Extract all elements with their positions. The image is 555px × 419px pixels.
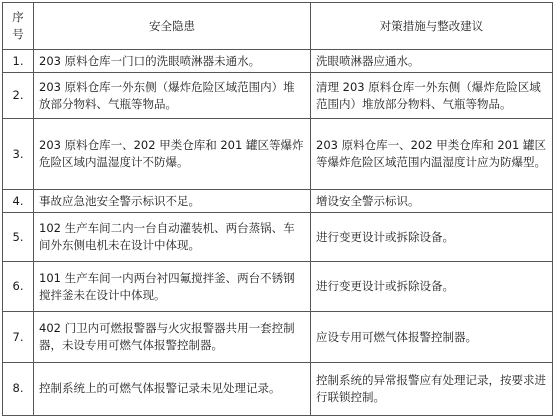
- row-measure: 增设安全警示标识。: [311, 189, 553, 212]
- row-measure: 控制系统的异常报警应有处理记录，按要求进行联锁控制。: [311, 362, 553, 415]
- row-hazard: 203 原料仓库一门口的洗眼喷淋器未通水。: [34, 50, 311, 73]
- row-measure: 203 原料仓库一、202 甲类仓库和 201 罐区等爆炸危险区域范围内温湿度计应为防爆型。: [311, 119, 553, 189]
- table-row: [3, 262, 553, 312]
- table-header-row: [3, 3, 553, 50]
- row-index: 7.: [3, 312, 34, 362]
- row-measure: 应设专用可燃气体报警控制器。: [311, 312, 553, 362]
- row-hazard: 102 生产车间二内一台自动灌装机、两台蒸锅、车间外东侧电机未在设计中体现。: [34, 213, 311, 262]
- row-index: 1.: [3, 50, 34, 73]
- table-row: [3, 312, 553, 362]
- table-row: [3, 213, 553, 262]
- table-row: [3, 73, 553, 119]
- hazard-table-container: [2, 2, 552, 416]
- table-row: [3, 50, 553, 73]
- table-row: [3, 362, 553, 415]
- header-hazard: 安全隐患: [34, 3, 311, 50]
- row-index: 5.: [3, 213, 34, 262]
- row-index: 3.: [3, 119, 34, 189]
- row-hazard: 203 原料仓库一、202 甲类仓库和 201 罐区等爆炸危险区域内温湿度计不防爆。: [34, 119, 311, 189]
- row-hazard: 控制系统上的可燃气体报警记录未见处理记录。: [34, 362, 311, 415]
- row-index: 4.: [3, 189, 34, 212]
- table-row: [3, 119, 553, 189]
- row-index: 6.: [3, 262, 34, 312]
- row-measure: 洗眼喷淋器应通水。: [311, 50, 553, 73]
- header-index: 序 号: [3, 3, 34, 50]
- row-hazard: 203 原料仓库一外东侧（爆炸危险区域范围内）堆放部分物料、气瓶等物品。: [34, 73, 311, 119]
- row-measure: 清理 203 原料仓库一外东侧（爆炸危险区域范围内）堆放部分物料、气瓶等物品。: [311, 73, 553, 119]
- header-measure: 对策措施与整改建议: [311, 3, 553, 50]
- hazard-table: [2, 2, 553, 416]
- table-row: [3, 189, 553, 212]
- row-index: 8.: [3, 362, 34, 415]
- row-index: 2.: [3, 73, 34, 119]
- row-hazard: 402 门卫内可燃报警器与火灾报警器共用一套控制器，未设专用可燃气体报警控制器。: [34, 312, 311, 362]
- row-hazard: 101 生产车间一内两台衬四氟搅拌釜、两台不锈钢搅拌釜未在设计中体现。: [34, 262, 311, 312]
- row-measure: 进行变更设计或拆除设备。: [311, 262, 553, 312]
- row-hazard: 事故应急池安全警示标识不足。: [34, 189, 311, 212]
- row-measure: 进行变更设计或拆除设备。: [311, 213, 553, 262]
